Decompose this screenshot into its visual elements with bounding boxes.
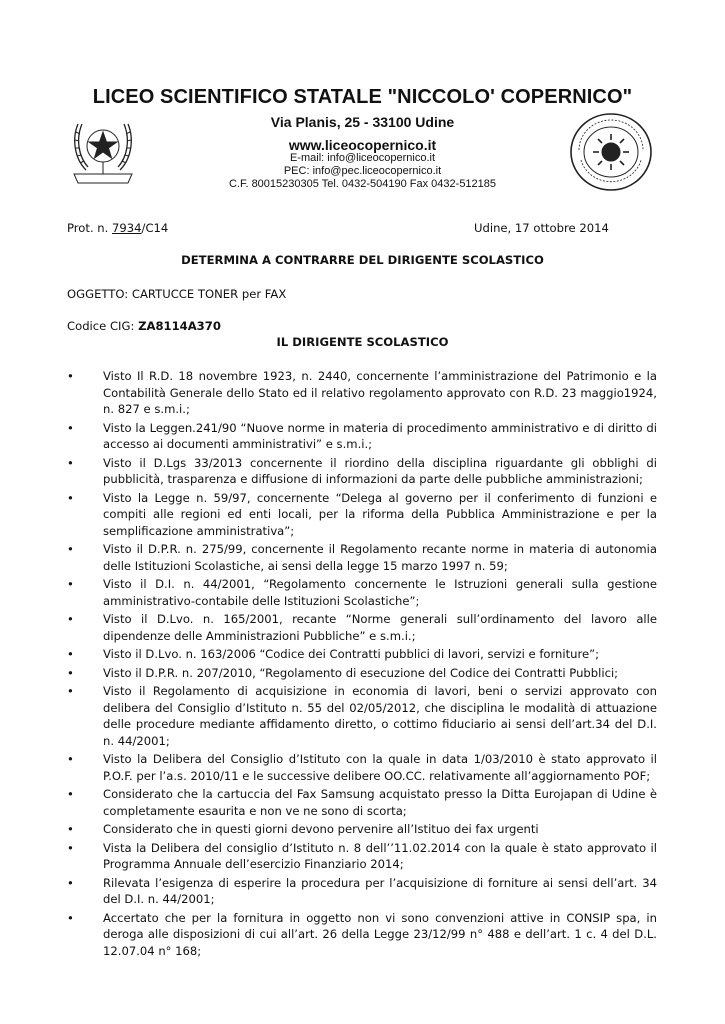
- document-heading: DETERMINA A CONTRARRE DEL DIRIGENTE SCOLASTICO: [181, 253, 544, 267]
- school-fiscal-info: C.F. 80015230305 Tel. 0432-504190 Fax 0432-512185: [228, 178, 497, 190]
- document-subject: OGGETTO: CARTUCCE TONER per FAX: [67, 287, 287, 301]
- list-item-text: Visto la Delibera del Consiglio d’Istituto con la quale in data 1/03/2010 è stato approvato il P.O.F. per l’a.s. 2010/11 e le successive delibere OO.CC. relativamente all’aggiornamento POF;: [103, 752, 657, 783]
- bullet-icon: •: [67, 542, 74, 556]
- bullet-icon: •: [67, 420, 74, 435]
- school-email: E-mail: info@liceocopernico.it: [289, 152, 436, 164]
- list-item-text: Visto Il R.D. 18 novembre 1923, n. 2440, concernente l’amministrazione del Patrimonio e la Contabilità Generale dello Stato ed il relativo regolamento approvato con R.D. 23 maggio1924, n. 827 e s.m.i.;: [103, 369, 657, 416]
- cig-code: ZA8114A370: [138, 319, 221, 333]
- bullet-icon: •: [67, 665, 74, 680]
- list-item-text: Visto il D.Lgs 33/2013 concernente il riordino della disciplina riguardante gli obblighi di pubblicità, trasparenza e diffusione di informazioni da parte delle pubbliche amministrazioni;: [103, 455, 657, 486]
- bullet-icon: •: [67, 787, 74, 801]
- list-item-text: Visto il D.Lvo. n. 165/2001, recante “Norme generali sull’ordinamento del lavoro alle dipendenze delle Amministrazioni Pubbliche” e s.m.i.;: [103, 612, 657, 643]
- list-item-text: Visto la Leggen.241/90 “Nuove norme in materia di procedimento amministrativo e di diritto di accesso ai documenti amministrativi” e s.m.i.;: [103, 420, 657, 451]
- list-item: [67, 665, 657, 682]
- list-item-text: Visto la Legge n. 59/97, concernente “Delega al governo per il conferimento di funzioni e compiti alle regioni ed enti locali, per la riforma della Pubblica Amministrazione e per la semplificazione amministrativa”;: [103, 490, 657, 538]
- list-item: [67, 786, 657, 819]
- list-item-text: Accertato che per la fornitura in oggetto non vi sono convenzioni attive in CONSIP spa, in deroga alle disposizioni di cui all’art. 26 della Legge 23/12/99 n° 488 e dell’art. 1 c. 4 del D.L. 12.07.04 n° 168;: [103, 910, 657, 958]
- bullet-icon: •: [67, 577, 74, 591]
- cig-label: Codice CIG:: [67, 319, 139, 333]
- bullet-icon: •: [67, 647, 74, 661]
- list-item: [67, 821, 657, 838]
- list-item: [67, 646, 657, 663]
- list-item: [67, 683, 657, 749]
- list-item: [67, 490, 657, 540]
- list-item: [67, 576, 657, 609]
- bullet-icon: •: [67, 612, 74, 626]
- bullet-icon: •: [67, 822, 74, 836]
- school-pec: PEC: info@pec.liceocopernico.it: [283, 165, 442, 177]
- bullet-icon: •: [67, 752, 74, 766]
- list-item: [67, 611, 657, 644]
- considerations-list: [67, 368, 657, 961]
- school-name-title: LICEO SCIENTIFICO STATALE "NICCOLO' COPERNICO": [92, 86, 633, 108]
- list-item-text: Visto il Regolamento di acquisizione in economia di lavori, beni o servizi approvato con delibera del Consiglio d’Istituto n. 55 del 02/05/2012, che disciplina le modalità di attuazione delle procedure mediante affidamento diretto, o cottimo fiduciario ai sensi dell’art.34 del D.I. n. 44/2001;: [103, 684, 657, 748]
- protocol-number-value: 7934: [112, 221, 142, 235]
- bullet-icon: •: [67, 684, 74, 698]
- list-item-text: Rilevata l’esigenza di esperire la procedura per l’acquisizione di forniture ai sensi dell’art. 34 del D.I. n. 44/2001;: [103, 875, 657, 906]
- list-item: [67, 875, 657, 908]
- bullet-icon: •: [67, 910, 74, 925]
- list-item: [67, 368, 657, 418]
- document-subheading: IL DIRIGENTE SCOLASTICO: [276, 335, 449, 349]
- document-date: Udine, 17 ottobre 2014: [474, 221, 609, 235]
- list-item-text: Vista la Delibera del consiglio d’Istituto n. 8 dell’’11.02.2014 con la quale è stato approvato il Programma Annuale dell’esercizio Finanziario 2014;: [103, 840, 657, 871]
- bullet-icon: •: [67, 840, 74, 855]
- list-item-text: Visto il D.I. n. 44/2001, “Regolamento concernente le Istruzioni generali sulla gestione amministrativo-contabile delle Istituzioni Scolastiche”;: [103, 577, 657, 608]
- school-website: www.liceocopernico.it: [288, 137, 437, 153]
- list-item: [67, 751, 657, 784]
- list-item-text: Considerato che la cartuccia del Fax Samsung acquistato presso la Ditta Eurojapan di Udine è completamente esaurita e non ve ne sono di scorta;: [103, 787, 657, 818]
- bullet-icon: •: [67, 875, 74, 890]
- list-item: [67, 455, 657, 488]
- list-item: [67, 840, 657, 873]
- protocol-number: [67, 220, 168, 237]
- protocol-prefix: Prot. n.: [67, 221, 113, 235]
- list-item: [67, 420, 657, 453]
- list-item: [67, 910, 657, 960]
- school-address: Via Planis, 25 - 33100 Udine: [270, 114, 455, 130]
- bullet-icon: •: [67, 455, 74, 470]
- list-item-text: Visto il D.P.R. n. 207/2010, “Regolamento di esecuzione del Codice dei Contratti Pubblici;: [103, 665, 619, 680]
- list-item-text: Visto il D.P.R. n. 275/99, concernente il Regolamento recante norme in materia di autonomia delle Istituzioni Scolastiche, ai sensi della legge 15 marzo 1997 n. 59;: [103, 542, 657, 573]
- protocol-suffix: /C14: [141, 221, 169, 235]
- bullet-icon: •: [67, 369, 74, 383]
- list-item-text: Visto il D.Lvo. n. 163/2006 “Codice dei Contratti pubblici di lavori, servizi e forniture”;: [103, 647, 600, 661]
- list-item: [67, 541, 657, 574]
- cig-code-line: [67, 318, 221, 335]
- list-item-text: Considerato che in questi giorni devono pervenire all’Istituo dei fax urgenti: [103, 822, 539, 836]
- bullet-icon: •: [67, 490, 74, 505]
